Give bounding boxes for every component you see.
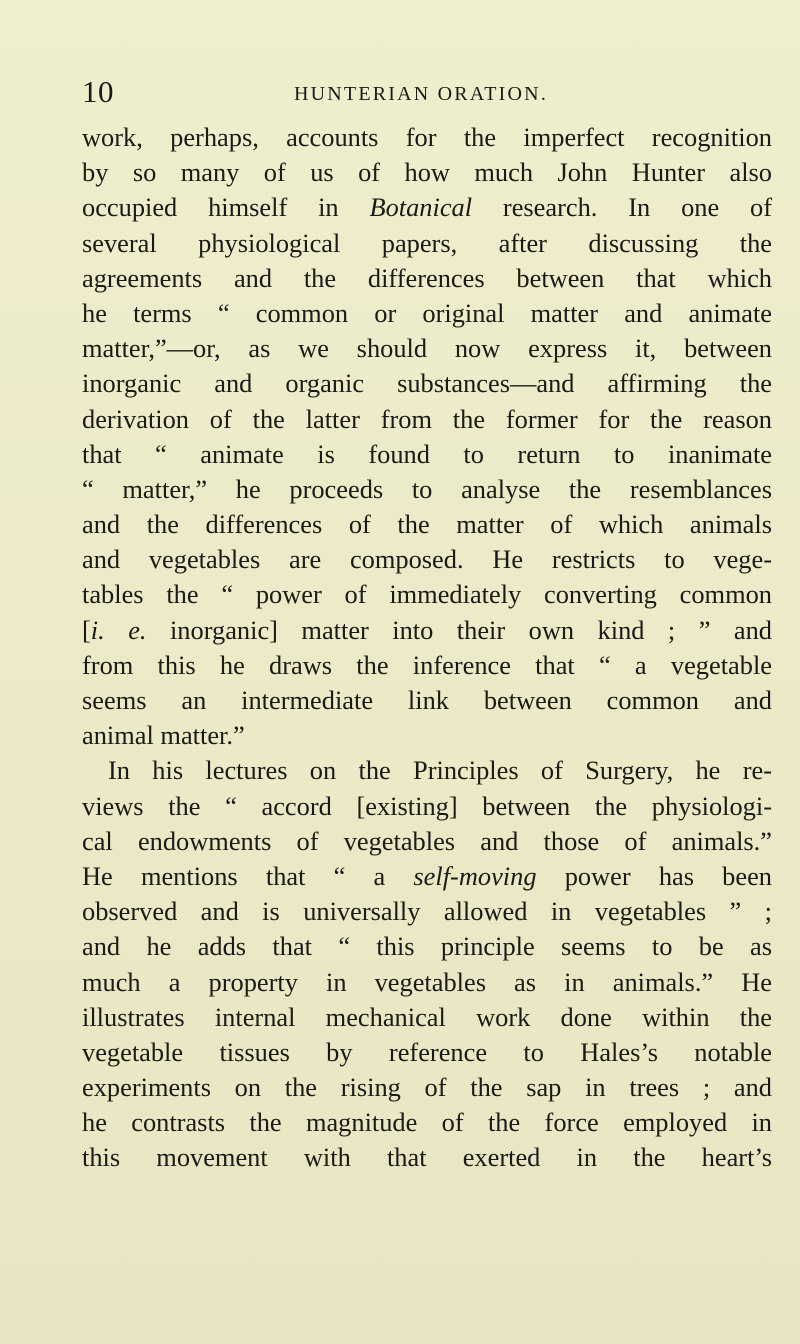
text-line: that “ animate is found to return to inanimate <box>82 438 772 469</box>
page-header <box>82 72 770 112</box>
text-line: work, perhaps, accounts for the imperfect recognition <box>82 122 772 152</box>
italic-term: i. e. <box>90 614 147 645</box>
text-line: matter,”—or, as we should now express it, between <box>82 333 772 364</box>
text-line: he contrasts the magnitude of the force employed in <box>82 1107 772 1138</box>
text-line: views the “ accord [existing] between the physiologi- <box>82 790 772 821</box>
text-line: animal matter.” <box>82 720 245 751</box>
text-line: experiments on the rising of the sap in trees ; and <box>82 1072 772 1103</box>
text-line: and he adds that “ this principle seems to be as <box>82 931 772 962</box>
text-line: observed and is universally allowed in vegetables ” ; <box>82 896 772 927</box>
running-title: HUNTERIAN ORATION. <box>294 83 549 105</box>
text-line: illustrates internal mechanical work done within the <box>82 1001 772 1032</box>
text-line: occupied himself in Botanical research. In one of <box>82 192 772 223</box>
body-text <box>82 120 772 1176</box>
text-line: In his lectures on the Principles of Surgery, he re- <box>108 755 772 786</box>
italic-term: self-moving <box>413 860 537 891</box>
text-line: vegetable tissues by reference to Hales’s notable <box>82 1036 772 1067</box>
text-line: from this he draws the inference that “ a vegetable <box>82 649 772 680</box>
text-line: tables the “ power of immediately converting common <box>82 579 772 610</box>
text-line: derivation of the latter from the former for the reason <box>82 403 772 434</box>
text-line: seems an intermediate link between common and <box>82 685 772 715</box>
text-line: [i. e. inorganic] matter into their own kind ; ” and <box>82 614 772 645</box>
text-line: “ matter,” he proceeds to analyse the resemblances <box>82 473 772 504</box>
text-line: he terms “ common or original matter and animate <box>82 297 772 328</box>
text-line: agreements and the differences between that which <box>82 262 772 293</box>
text-line: this movement with that exerted in the heart’s <box>82 1142 772 1173</box>
text-line: by so many of us of how much John Hunter also <box>82 157 772 188</box>
text-line: and the differences of the matter of which animals <box>82 509 772 540</box>
text-line: He mentions that “ a self-moving power has been <box>82 860 772 891</box>
text-line: and vegetables are composed. He restricts to vege- <box>82 544 772 575</box>
text-line: inorganic and organic substances—and affirming the <box>82 368 772 399</box>
text-line: cal endowments of vegetables and those of animals.” <box>82 825 772 856</box>
italic-term: Botanical <box>369 192 473 223</box>
text-line: much a property in vegetables as in animals.” He <box>82 966 772 997</box>
page-number: 10 <box>82 74 114 109</box>
text-line: several physiological papers, after discussing the <box>82 227 772 258</box>
